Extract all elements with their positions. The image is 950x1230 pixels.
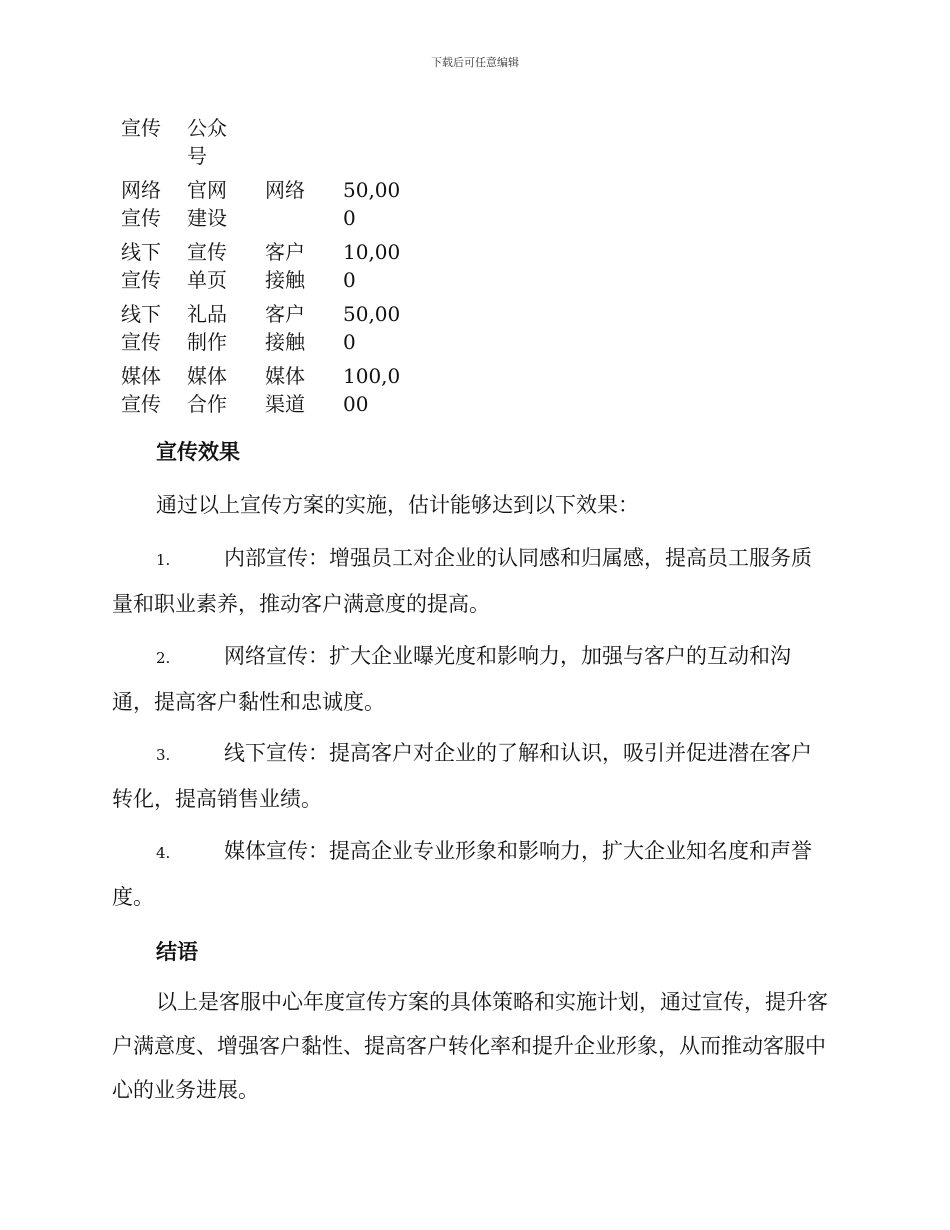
table-cell: 网络宣传 [121,178,161,230]
budget-table [112,114,407,424]
conclusion-text: 以上是客服中心年度宣传方案的具体策略和实施计划，通过宣传，提升客户满意度、增强客户黏性、提高客户转化率和提升企业形象，从而推动客服中心的业务进展。 [112,990,828,1102]
conclusion-heading: 结语 [156,940,198,964]
table-cell: 宣传单页 [187,240,227,292]
table-cell: 100,000 [343,364,401,416]
list-number: 3. [156,746,171,764]
table-cell: 网络 [265,178,305,202]
effects-item-2 [112,634,832,724]
list-number: 4. [156,844,171,862]
table-cell: 礼品制作 [187,302,227,354]
table-cell: 媒体合作 [187,364,227,416]
table-cell: 客户接触 [265,302,305,354]
table-row [112,362,407,424]
table-cell: 50,000 [343,302,401,354]
list-item-text: 网络宣传：扩大企业曝光度和影响力，加强与客户的互动和沟通，提高客户黏性和忠诚度。 [112,644,791,714]
table-cell: 10,000 [343,240,401,292]
table-cell: 公众号 [187,116,227,168]
effects-item-1 [112,536,832,626]
list-item-text: 内部宣传：增强员工对企业的认同感和归属感，提高员工服务质量和职业素养，推动客户满意度的提高。 [112,546,812,616]
list-number: 1. [156,551,171,569]
table-cell: 客户接触 [265,240,305,292]
effects-intro: 通过以上宣传方案的实施，估计能够达到以下效果： [156,493,639,517]
effects-item-3 [112,731,832,821]
effects-item-4 [112,829,832,919]
table-cell: 线下宣传 [121,302,161,354]
list-item-text: 线下宣传：提高客户对企业的了解和认识，吸引并促进潜在客户转化，提高销售业绩。 [112,741,812,811]
table-row [112,176,407,238]
table-cell: 媒体渠道 [265,364,305,416]
table-cell: 官网建设 [187,178,227,230]
effects-heading: 宣传效果 [156,440,240,464]
page-header: 下载后可任意编辑 [431,56,519,69]
list-item-text: 媒体宣传：提高企业专业形象和影响力，扩大企业知名度和声誉度。 [112,839,812,909]
table-row [112,238,407,300]
table-cell: 50,000 [343,178,401,230]
table-cell: 媒体宣传 [121,364,161,416]
table-cell: 线下宣传 [121,240,161,292]
table-row [112,114,407,176]
table-cell: 宣传 [121,116,161,140]
list-number: 2. [156,649,171,667]
table-row [112,300,407,362]
